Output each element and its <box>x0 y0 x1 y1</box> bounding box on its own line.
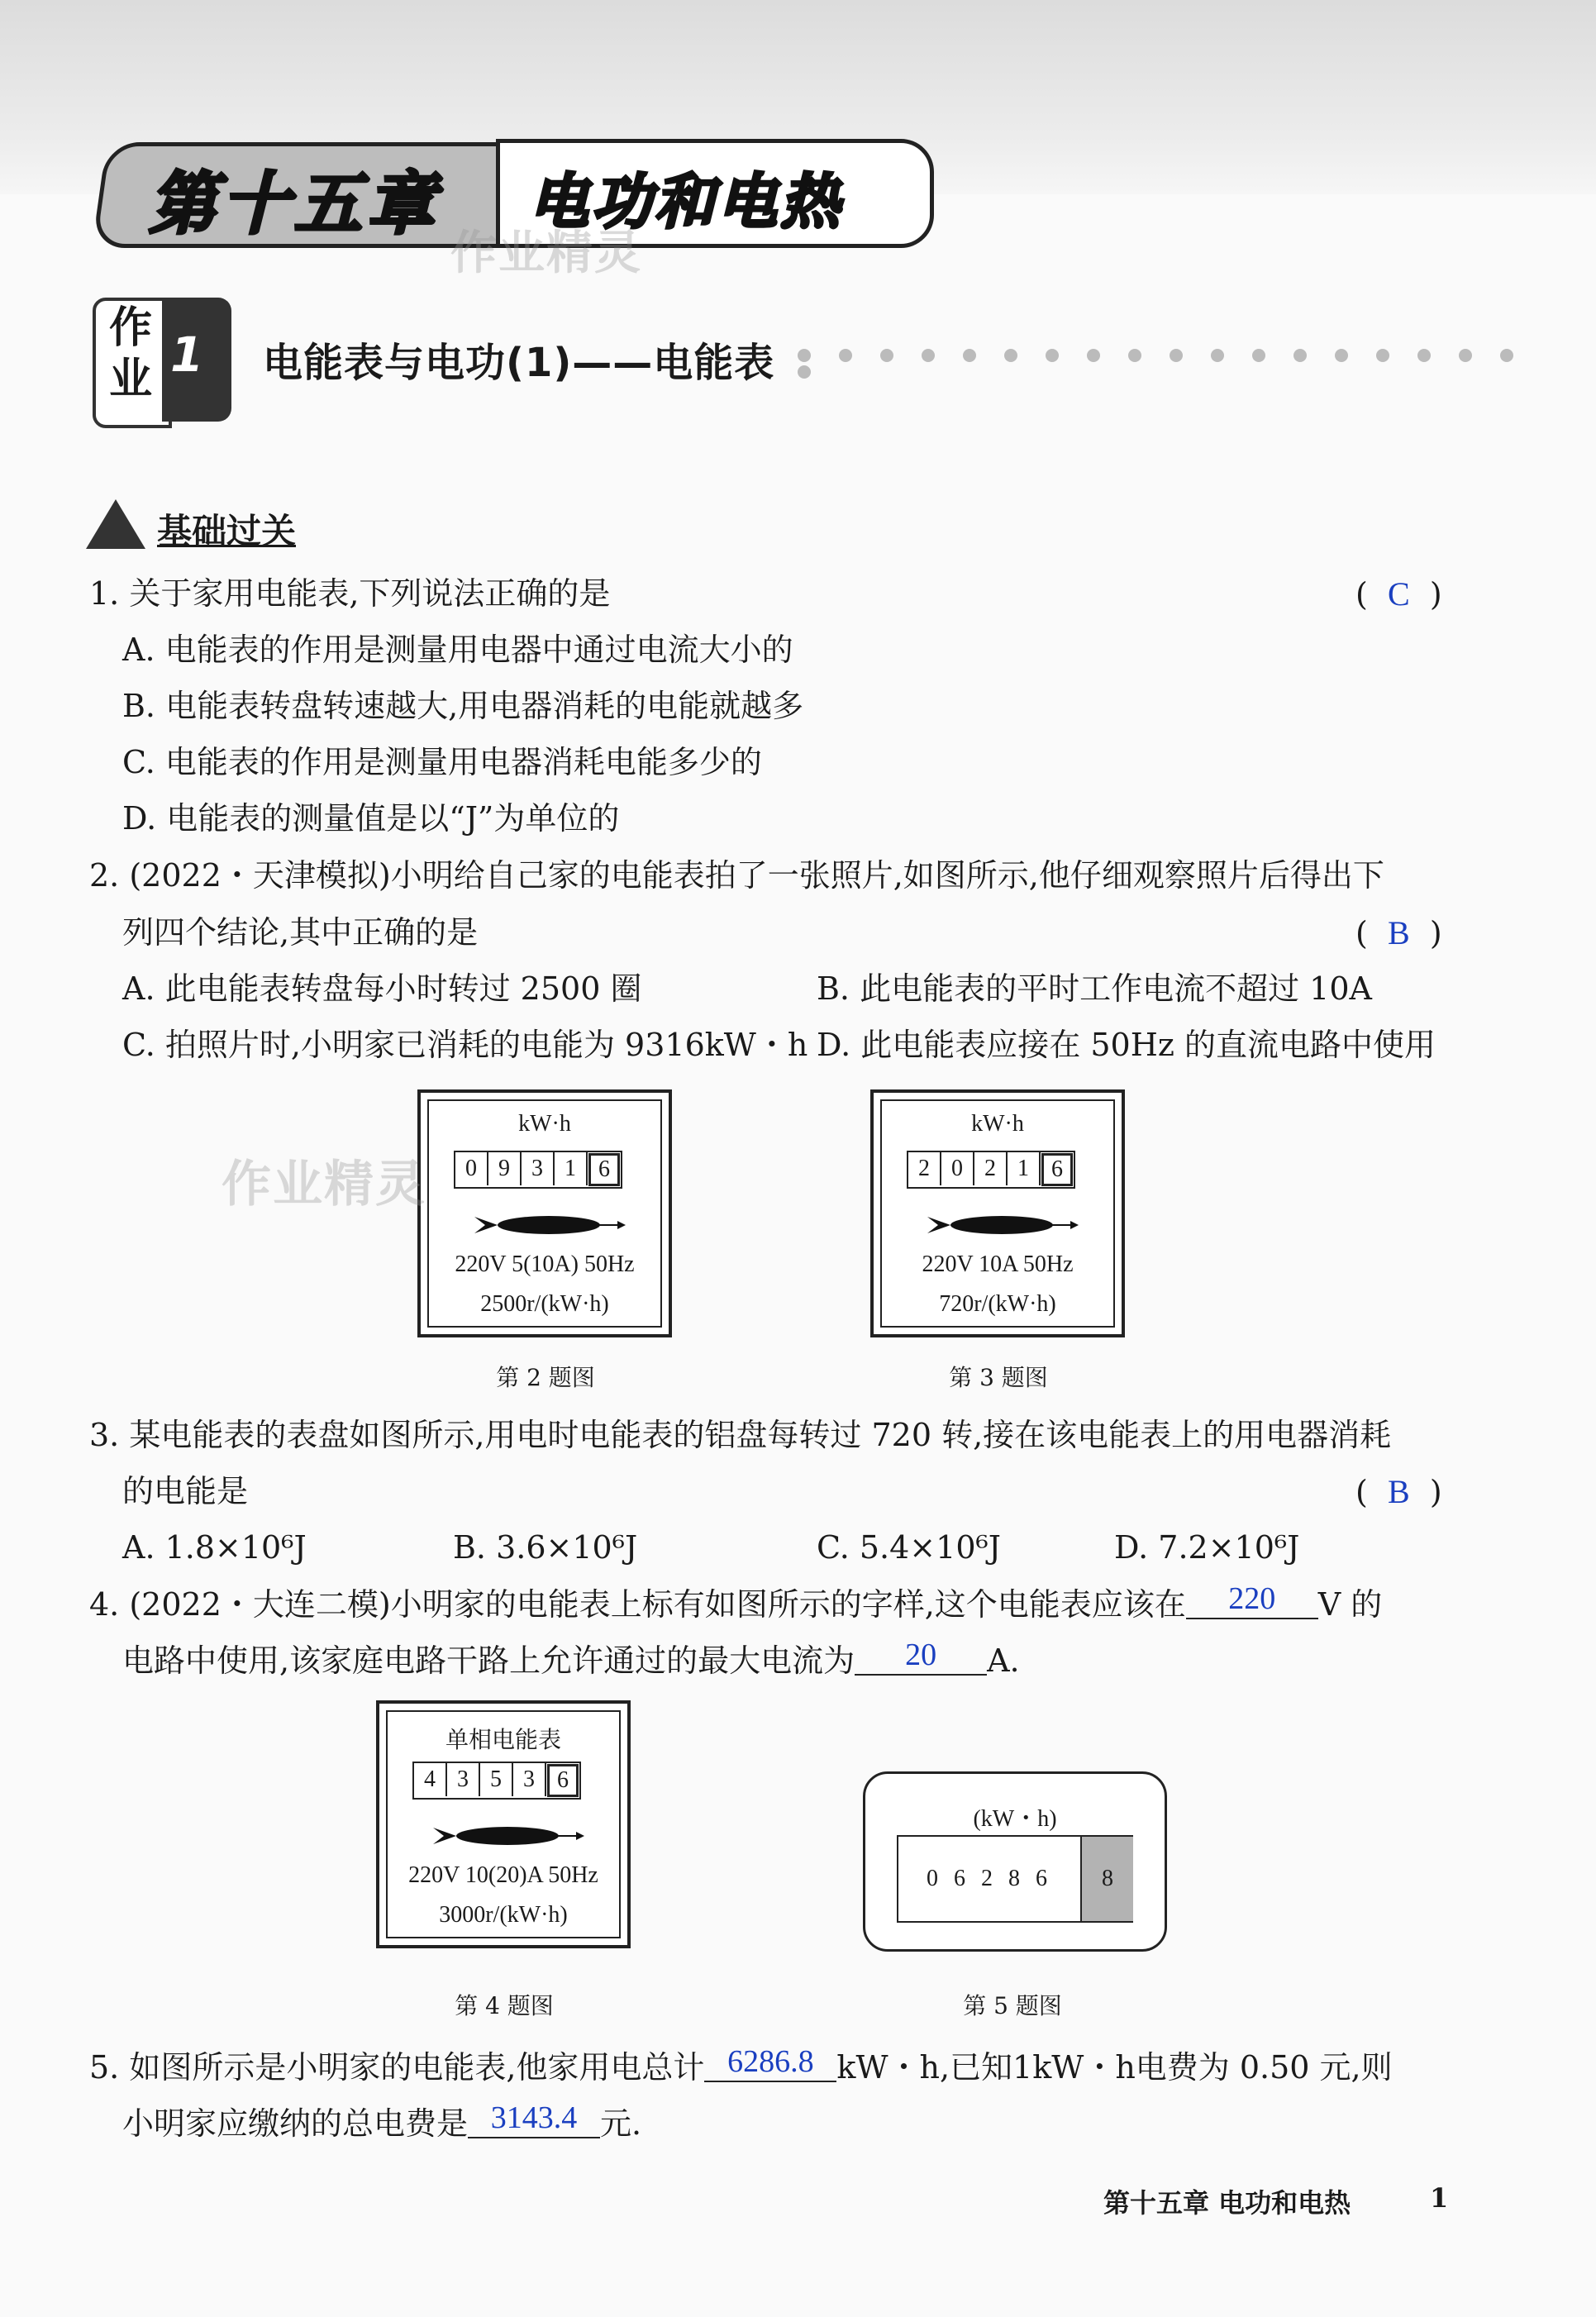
q3-option-c: C. 5.4×10⁶J <box>817 1529 1001 1566</box>
meter2-digit: 6 <box>588 1153 620 1186</box>
q5-line2 <box>122 2100 642 2145</box>
meter3-digit: 2 <box>908 1152 941 1185</box>
meter4-digit: 3 <box>447 1763 480 1796</box>
q3-answer-paren: ( B ) <box>1355 1473 1442 1510</box>
homework-number: 1 <box>170 327 204 383</box>
watermark: 作业精灵 <box>222 1156 426 1213</box>
q5-stem-part4: 元. <box>600 2105 642 2142</box>
q5-line1 <box>89 2044 1393 2089</box>
dot-leader <box>798 349 1575 365</box>
meter4-digits <box>412 1762 581 1800</box>
chapter-title: 电功和电热 <box>529 167 844 236</box>
meter2-spec: 220V 5(10A) 50Hz <box>455 1251 635 1277</box>
q3-option-d: D. 7.2×10⁶J <box>1114 1529 1300 1566</box>
meter-figure-2 <box>417 1089 672 1337</box>
q3-option-a: A. 1.8×10⁶J <box>122 1529 307 1566</box>
meter2-digits <box>454 1151 622 1189</box>
page-number: 1 <box>1430 2182 1449 2214</box>
q2-answer-paren: ( B ) <box>1355 914 1442 951</box>
q1-option-d: D. 电能表的测量值是以“J”为单位的 <box>122 800 620 837</box>
q5-stem-part2: kW・h,已知1kW・h电费为 0.50 元,则 <box>836 2049 1393 2086</box>
rotor-disc-icon <box>470 1209 627 1242</box>
meter4-digit: 4 <box>414 1763 447 1796</box>
q3-stem-line2: 的电能是 <box>122 1473 249 1509</box>
homework-label: 作业 <box>108 303 152 404</box>
meter3-digit: 1 <box>1008 1152 1041 1185</box>
q2-stem-line1: 2. (2022・天津模拟)小明给自己家的电能表拍了一张照片,如图所示,他仔细观察照片后得出下 <box>89 857 1384 894</box>
q1-option-b: B. 电能表转盘转速越大,用电器消耗的电能就越多 <box>122 688 804 724</box>
q5-stem-part3: 小明家应缴纳的总电费是 <box>122 2105 469 2142</box>
q5-stem-part1: 5. 如图所示是小明家的电能表,他家用电总计 <box>89 2049 705 2086</box>
q2-option-b: B. 此电能表的平时工作电流不超过 10A <box>817 970 1372 1007</box>
q1-stem: 1. 关于家用电能表,下列说法正确的是 <box>89 575 611 612</box>
meter4-title: 单相电能表 <box>445 1726 561 1753</box>
meter3-digit: 2 <box>974 1152 1008 1185</box>
meter3-digits <box>907 1151 1075 1189</box>
q4-stem-part2: V 的 <box>1317 1586 1383 1623</box>
q4-blank-voltage[interactable]: 220 <box>1186 1580 1318 1619</box>
meter4-digit: 5 <box>480 1763 513 1796</box>
meter3-caption: 第 3 题图 <box>949 1364 1048 1391</box>
q2-option-c: C. 拍照片时,小明家已消耗的电能为 9316kW・h <box>122 1027 808 1063</box>
meter-figure-3 <box>870 1089 1125 1337</box>
meter4-spec: 220V 10(20)A 50Hz <box>408 1862 598 1888</box>
meter3-digit: 6 <box>1041 1153 1073 1186</box>
meter5-unit: (kW・h) <box>973 1806 1057 1832</box>
meter2-digit: 3 <box>522 1152 555 1185</box>
meter2-unit: kW·h <box>518 1111 571 1137</box>
q2-option-d: D. 此电能表应接在 50Hz 的直流电路中使用 <box>817 1027 1436 1063</box>
meter5-decimal-digit: 8 <box>1080 1837 1133 1921</box>
meter4-rate: 3000r/(kW·h) <box>439 1902 568 1928</box>
meter2-rate: 2500r/(kW·h) <box>480 1291 609 1317</box>
q5-blank-cost[interactable]: 3143.4 <box>468 2099 600 2138</box>
meter4-caption: 第 4 题图 <box>455 1992 554 2019</box>
q4-blank-current[interactable]: 20 <box>855 1636 987 1676</box>
meter3-spec: 220V 10A 50Hz <box>922 1251 1074 1277</box>
meter2-digit: 9 <box>488 1152 522 1185</box>
meter2-digit: 0 <box>455 1152 488 1185</box>
meter3-rate: 720r/(kW·h) <box>939 1291 1056 1317</box>
meter5-caption: 第 5 题图 <box>963 1992 1062 2019</box>
q3-answer: B <box>1387 1473 1410 1510</box>
q2-stem-line2: 列四个结论,其中正确的是 <box>122 914 479 951</box>
q5-blank-energy[interactable]: 6286.8 <box>704 2043 836 2082</box>
meter3-digit: 0 <box>941 1152 974 1185</box>
meter2-digit: 1 <box>555 1152 588 1185</box>
meter2-caption: 第 2 题图 <box>496 1364 595 1391</box>
meter-figure-5 <box>863 1771 1167 1952</box>
footer-chapter: 第十五章 电功和电热 <box>1103 2187 1351 2219</box>
meter5-display <box>897 1835 1133 1923</box>
q1-answer-paren: ( C ) <box>1355 575 1442 613</box>
meter4-digit: 3 <box>513 1763 546 1796</box>
rotor-disc-icon <box>429 1819 586 1852</box>
q4-stem-part3: 电路中使用,该家庭电路干路上允许通过的最大电流为 <box>122 1642 855 1679</box>
q3-stem-line1: 3. 某电能表的表盘如图所示,用电时电能表的铝盘每转过 720 转,接在该电能表上的用电器消耗 <box>89 1417 1392 1453</box>
section-title: 基础过关 <box>157 511 297 551</box>
chapter-number: 第十五章 <box>149 165 440 244</box>
meter-figure-4 <box>376 1700 631 1948</box>
q3-option-b: B. 3.6×10⁶J <box>453 1529 638 1566</box>
meter5-digits: 0 6 2 8 6 <box>927 1866 1052 1891</box>
q1-option-c: C. 电能表的作用是测量用电器消耗电能多少的 <box>122 744 762 780</box>
q4-line1 <box>89 1581 1383 1626</box>
rotor-disc-icon <box>923 1209 1080 1242</box>
q2-answer: B <box>1387 914 1410 951</box>
homework-title: 电能表与电功(1)——电能表 <box>263 340 775 386</box>
meter3-unit: kW·h <box>971 1111 1024 1137</box>
q1-option-a: A. 电能表的作用是测量用电器中通过电流大小的 <box>122 632 793 668</box>
q4-stem-part4: A. <box>987 1642 1020 1679</box>
q2-option-a: A. 此电能表转盘每小时转过 2500 圈 <box>122 970 642 1007</box>
q4-line2 <box>122 1638 1020 1682</box>
meter4-digit: 6 <box>547 1764 579 1797</box>
watermark: 作业精灵 <box>450 226 642 280</box>
triangle-icon <box>86 499 145 549</box>
q4-stem-part1: 4. (2022・大连二模)小明家的电能表上标有如图所示的字样,这个电能表应该在 <box>89 1586 1186 1623</box>
q1-answer: C <box>1387 575 1410 613</box>
